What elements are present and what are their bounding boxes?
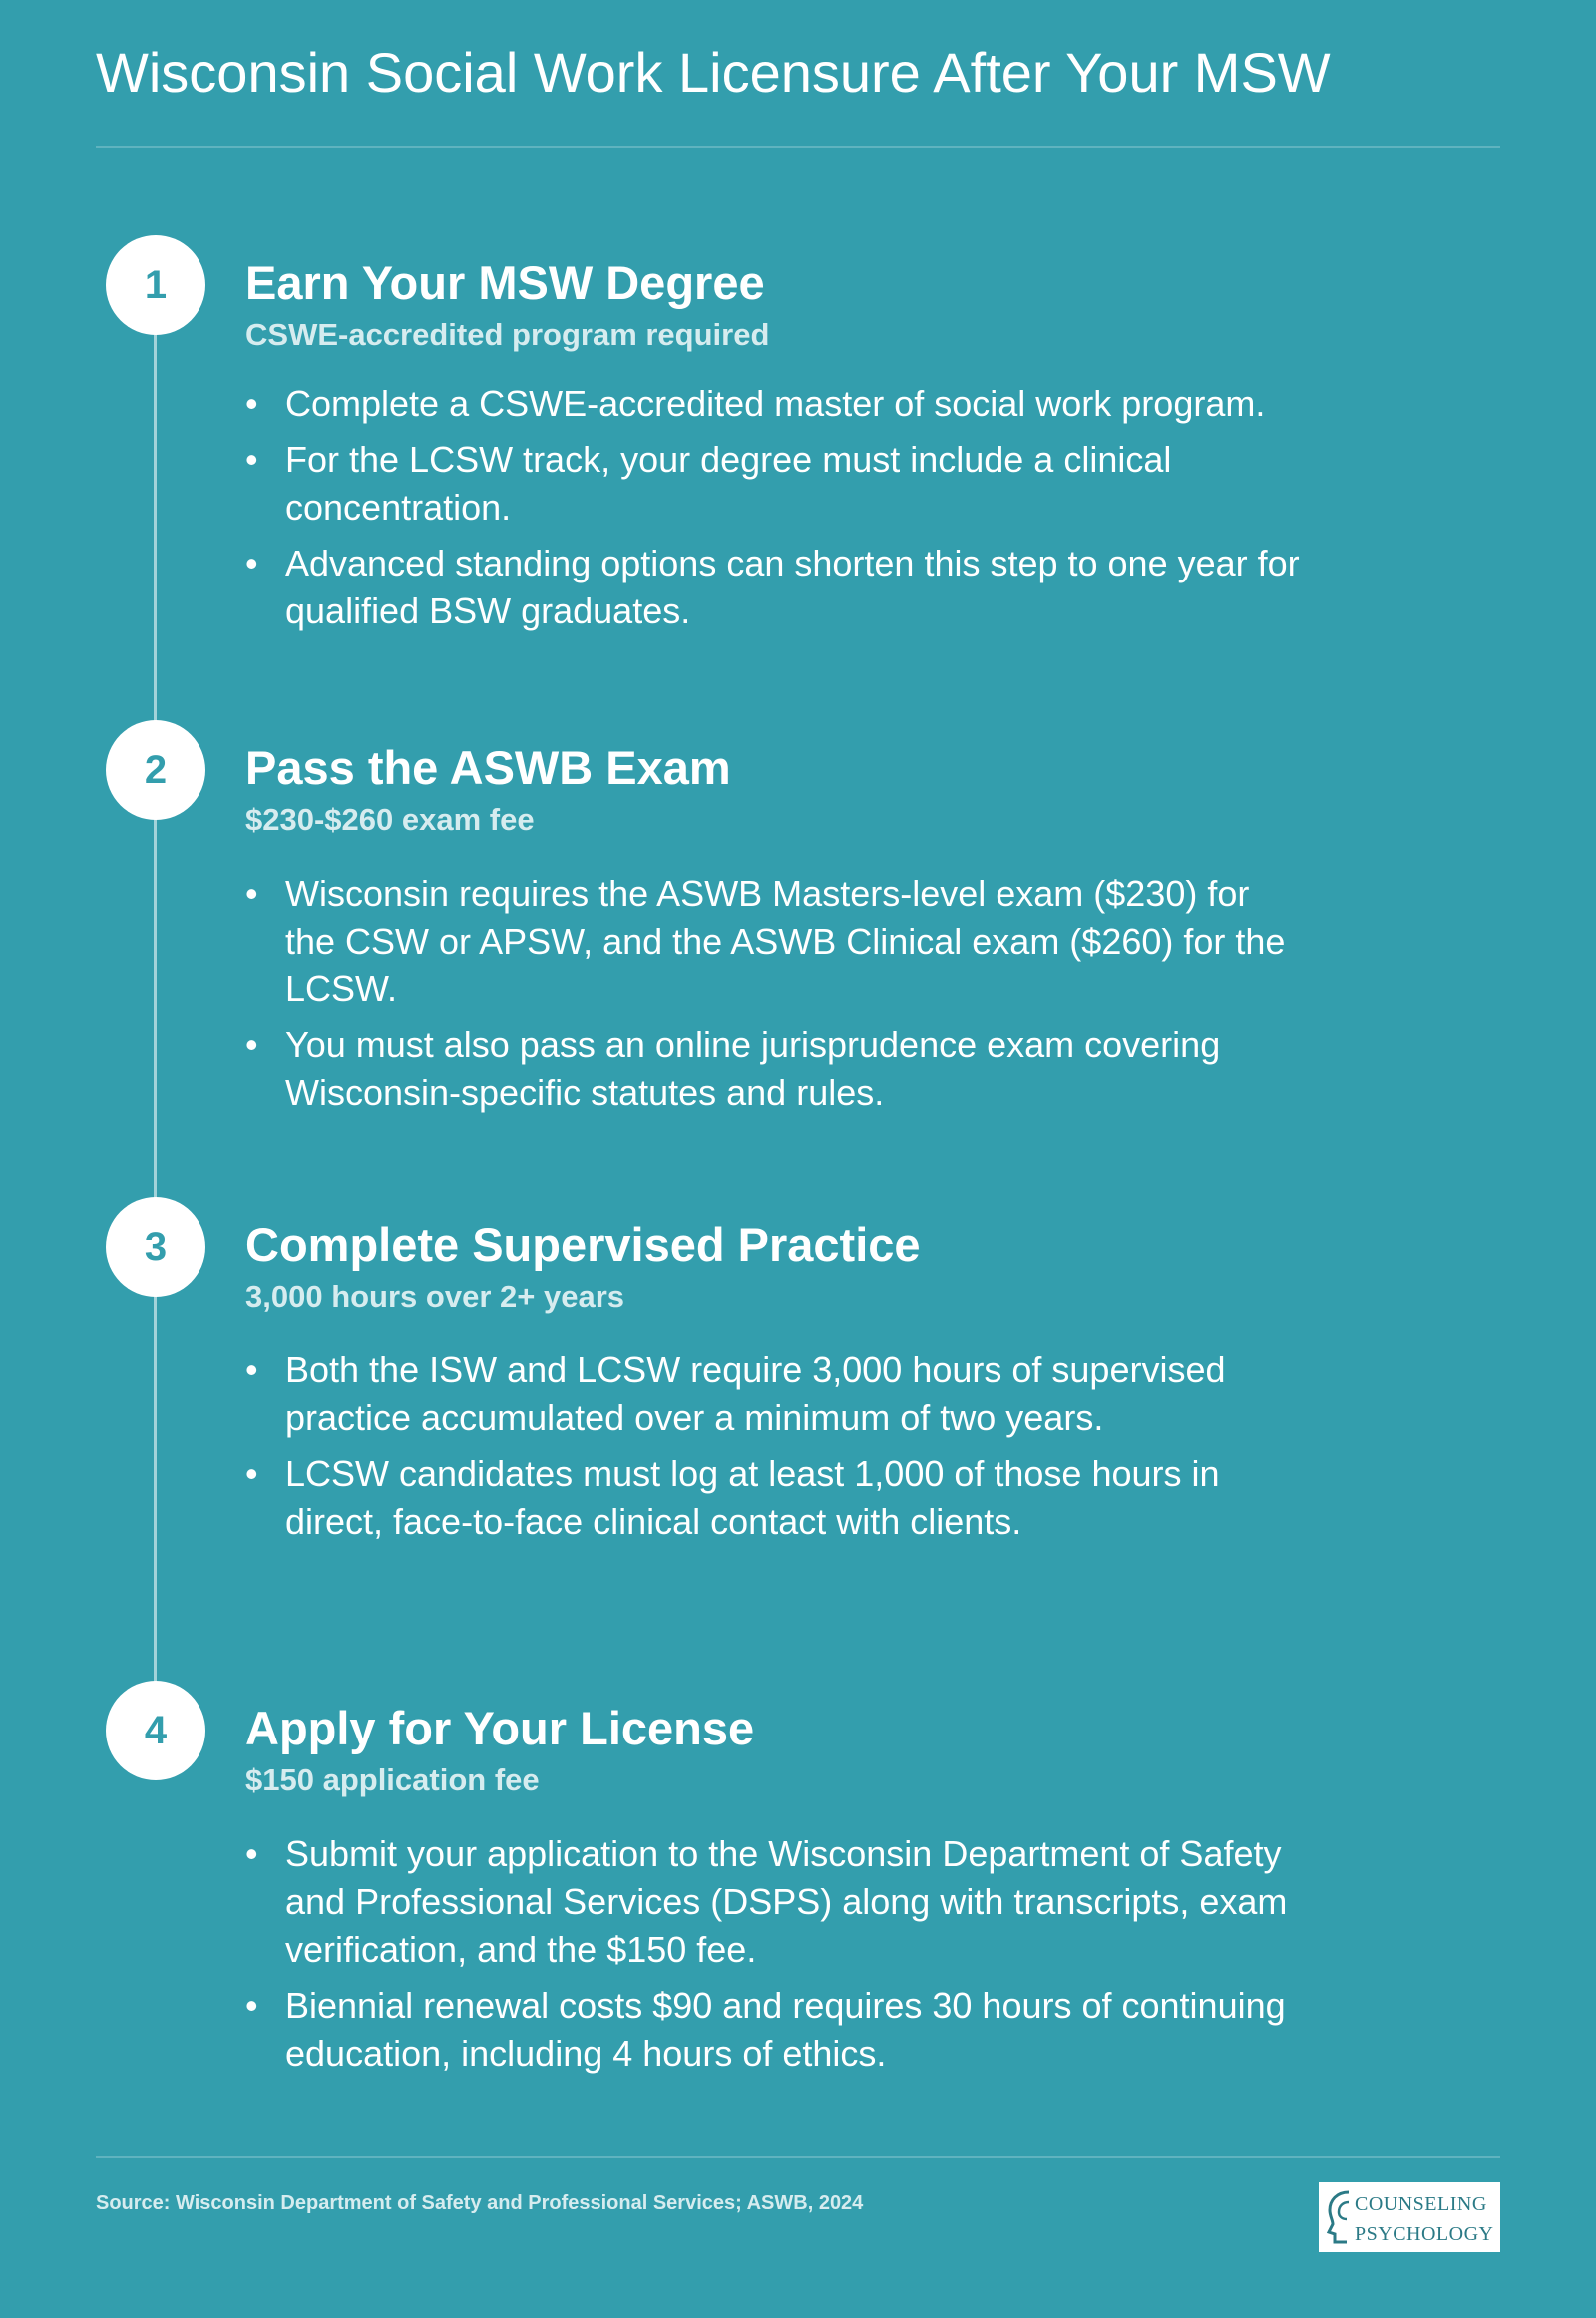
step-title: Apply for Your License	[245, 1702, 755, 1754]
bullet-item	[245, 1347, 1303, 1442]
source-citation: Source: Wisconsin Department of Safety and Professional Services; ASWB, 2024	[96, 2192, 864, 2214]
bullet-item	[245, 436, 1303, 532]
bullet-item	[245, 1021, 1303, 1117]
bullet-dot-icon: •	[245, 383, 258, 424]
step-number-badge: 3	[106, 1197, 205, 1297]
step-title: Complete Supervised Practice	[245, 1218, 921, 1271]
timeline-line	[154, 279, 157, 1726]
bullet-dot-icon: •	[245, 439, 258, 480]
bullet-text: You must also pass an online jurisprudence exam covering Wisconsin-specific statutes and rules.	[285, 1024, 1221, 1113]
bullet-text: Complete a CSWE-accredited master of social work program.	[285, 383, 1266, 424]
step-number-badge: 1	[106, 235, 205, 335]
bullet-dot-icon: •	[245, 1453, 258, 1494]
bullet-text: Wisconsin requires the ASWB Masters-level exam ($230) for the CSW or APSW, and the ASWB Clinical exam ($260) for the LCSW.	[285, 873, 1286, 1009]
bullet-item	[245, 1982, 1303, 2078]
bullet-item	[245, 1450, 1303, 1546]
bullet-item	[245, 870, 1303, 1013]
step-bullet-list	[245, 1347, 1303, 1554]
step-bullet-list	[245, 380, 1303, 643]
bullet-text: Both the ISW and LCSW require 3,000 hours of supervised practice accumulated over a minimum of two years.	[285, 1350, 1226, 1438]
bullet-dot-icon: •	[245, 543, 258, 583]
step-subtitle: $150 application fee	[245, 1762, 540, 1797]
bullet-dot-icon: •	[245, 1833, 258, 1874]
counseling-psychology-logo	[1319, 2182, 1500, 2252]
step-subtitle: CSWE-accredited program required	[245, 317, 770, 352]
bullet-dot-icon: •	[245, 1985, 258, 2026]
bullet-text: Biennial renewal costs $90 and requires 30 hours of continuing education, including 4 hours of ethics.	[285, 1985, 1286, 2074]
footer-divider	[96, 2156, 1500, 2158]
bullet-text: For the LCSW track, your degree must include a clinical concentration.	[285, 439, 1172, 528]
bullet-item	[245, 380, 1303, 428]
bullet-text: Submit your application to the Wisconsin Department of Safety and Professional Services (DSPS) along with transcripts, exam verification, and the $150 fee.	[285, 1833, 1288, 1970]
head-silhouette-icon	[1325, 2188, 1355, 2246]
step-subtitle: $230-$260 exam fee	[245, 802, 535, 837]
step-bullet-list	[245, 870, 1303, 1125]
bullet-dot-icon: •	[245, 873, 258, 914]
bullet-dot-icon: •	[245, 1350, 258, 1390]
bullet-dot-icon: •	[245, 1024, 258, 1065]
step-bullet-list	[245, 1830, 1303, 2086]
logo-line1: COUNSELING	[1355, 2193, 1487, 2215]
bullet-text: LCSW candidates must log at least 1,000 of those hours in direct, face-to-face clinical contact with clients.	[285, 1453, 1220, 1542]
title-divider	[96, 146, 1500, 148]
step-title: Pass the ASWB Exam	[245, 741, 731, 794]
step-number-badge: 4	[106, 1681, 205, 1780]
logo-line2: PSYCHOLOGY	[1355, 2223, 1494, 2245]
step-title: Earn Your MSW Degree	[245, 256, 765, 309]
page-title: Wisconsin Social Work Licensure After Your MSW	[96, 41, 1331, 104]
bullet-item	[245, 1830, 1303, 1974]
step-number-badge: 2	[106, 720, 205, 820]
bullet-item	[245, 540, 1303, 635]
step-subtitle: 3,000 hours over 2+ years	[245, 1279, 624, 1314]
bullet-text: Advanced standing options can shorten this step to one year for qualified BSW graduates.	[285, 543, 1300, 631]
